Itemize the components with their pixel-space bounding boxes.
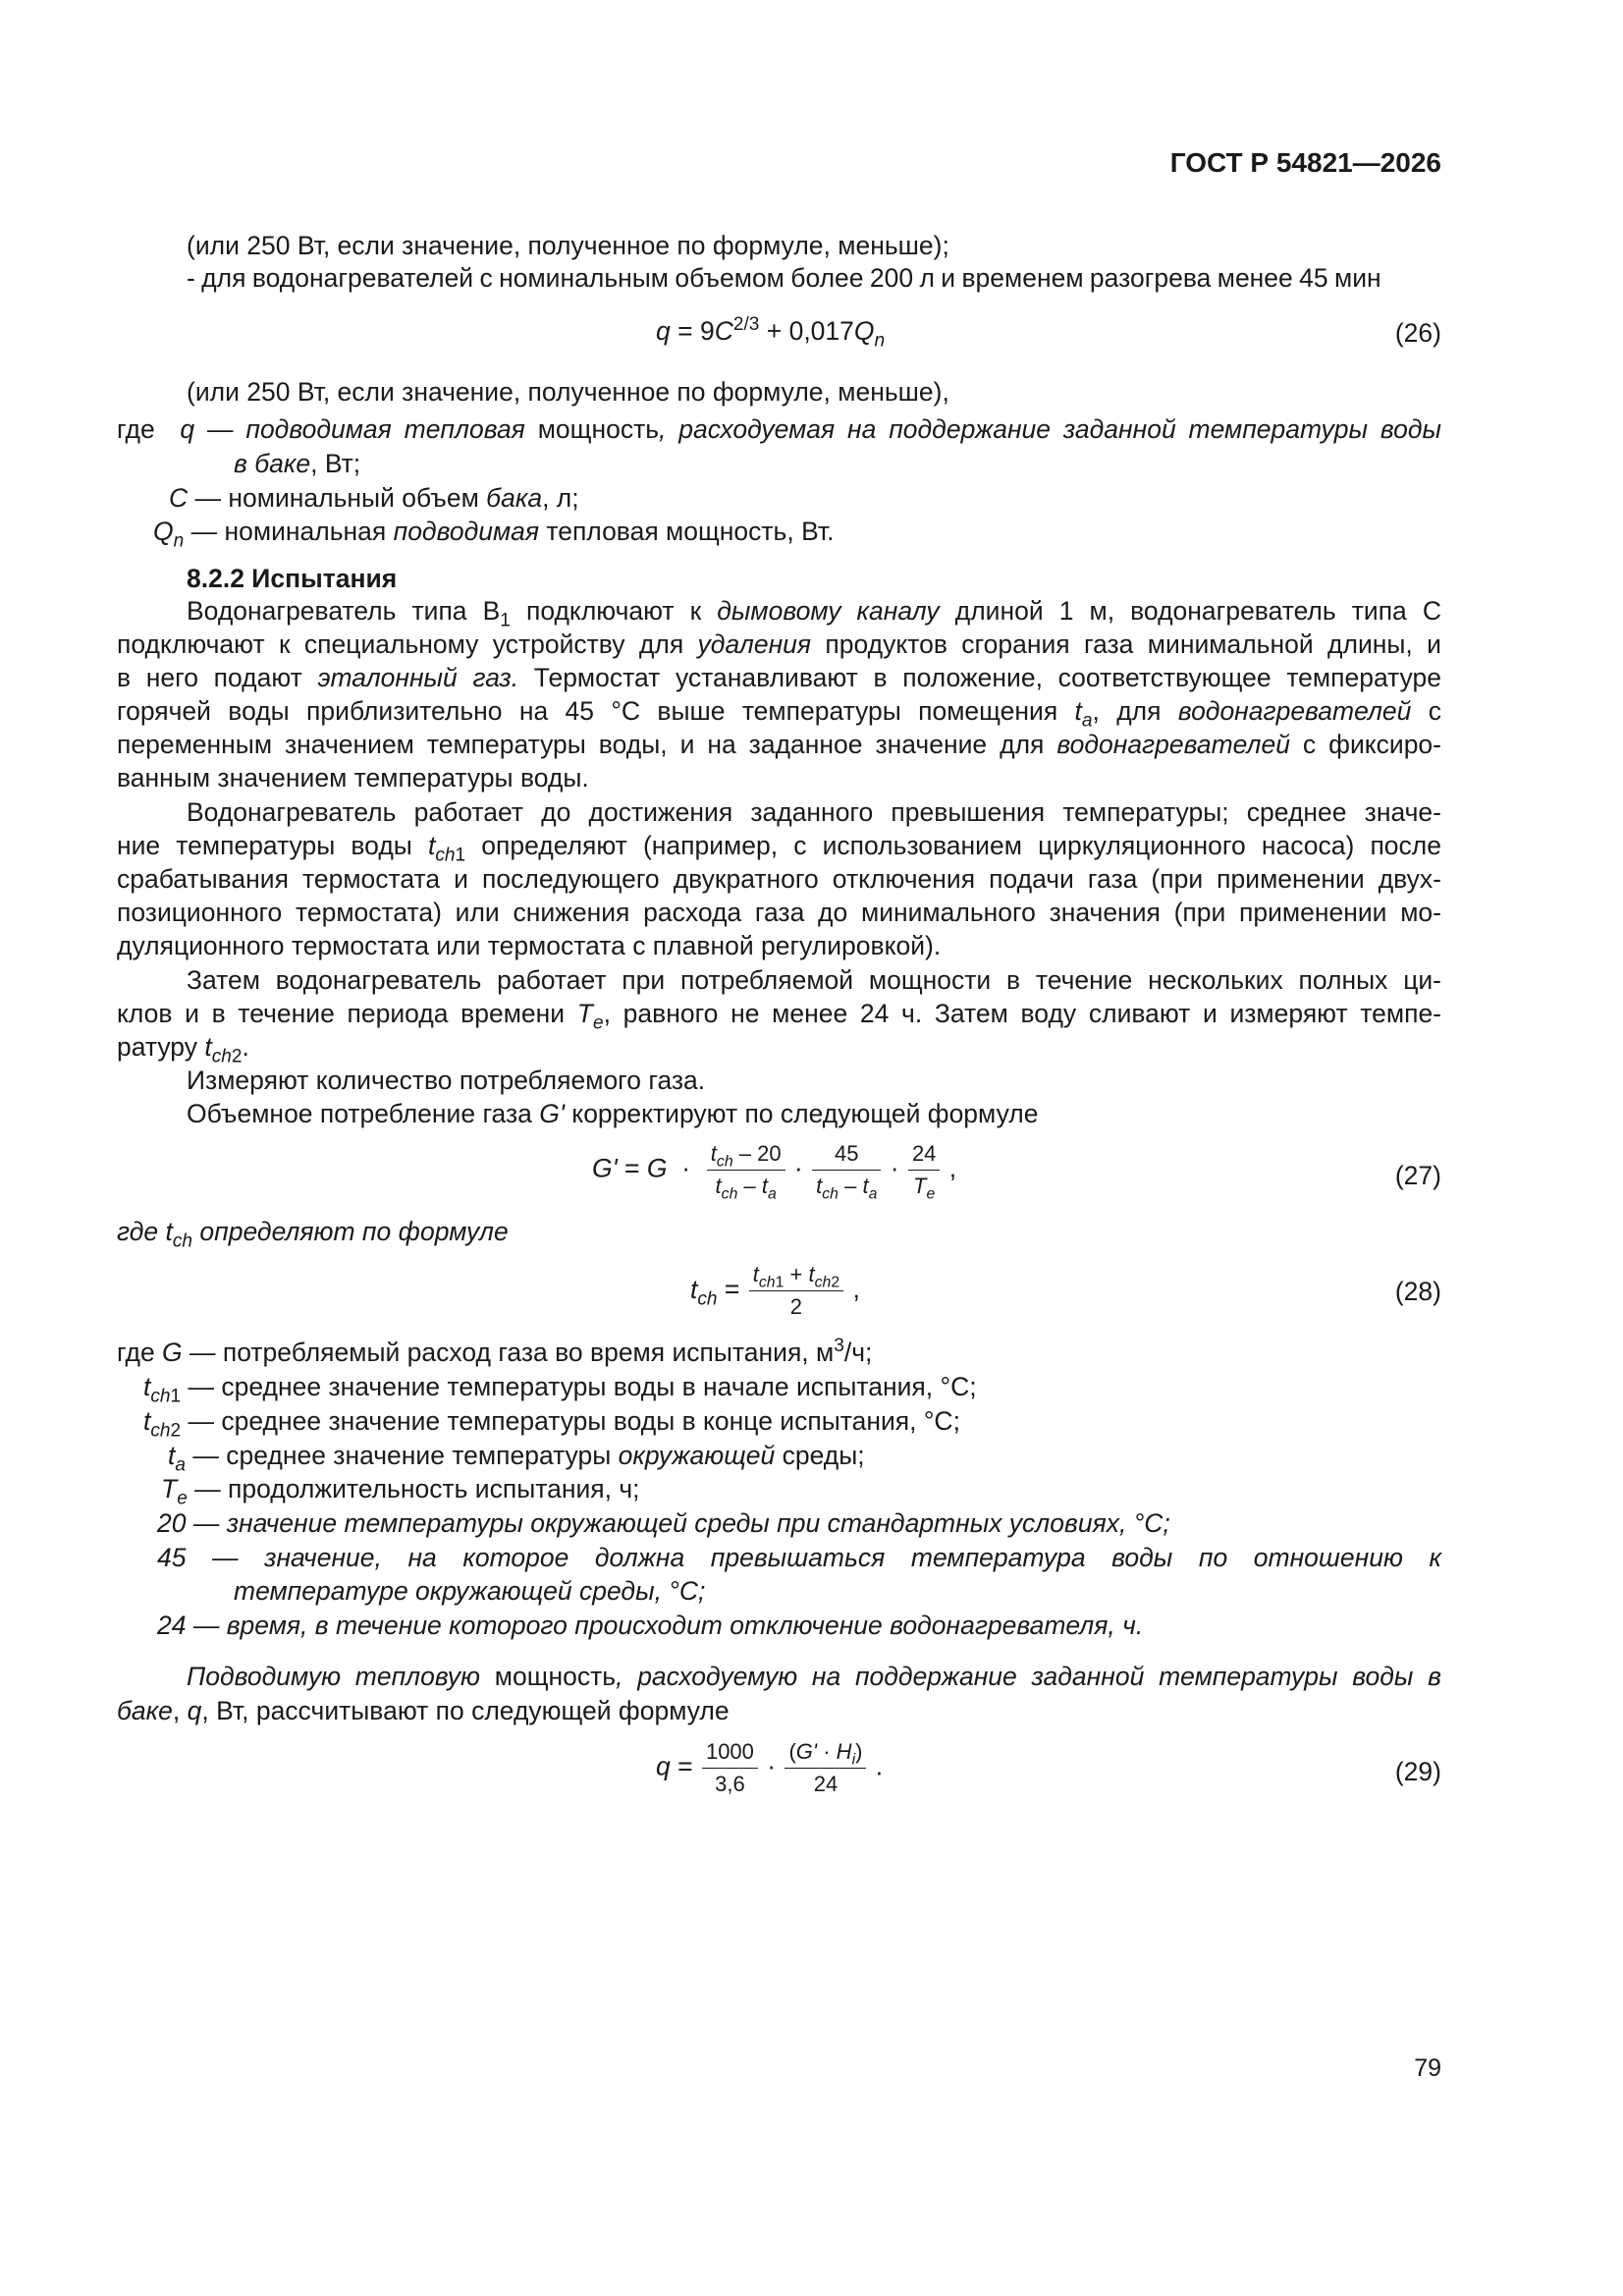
equation-27: G' = G · $\frac{t_{ch} - 20}{t_{ch} - t_a}$ · $\frac{45}{t_{ch} - t_a}$ · $\frac{24}{T_e}$ ,: [592, 1141, 957, 1203]
equation-29: q = $\frac{1000}{3,6}$ · $\frac{(G' \cdot H_i)}{24}$ .: [656, 1739, 884, 1796]
paragraph-line: подключают к специальному устройству для удаления продуктов сгорания газа минимальной длины, и: [117, 629, 1441, 659]
paragraph-line: Водонагреватель работает до достижения заданного превышения температуры; среднее значе-: [187, 797, 1441, 827]
paragraph-line: Объемное потребление газа G' корректируют по следующей формуле: [187, 1099, 1039, 1128]
paragraph-line: позиционного термостата) или снижения расхода газа до минимального значения (при применении мо-: [117, 898, 1441, 927]
definition-45-cont: температуре окружающей среды, °С;: [234, 1576, 706, 1606]
equation-number: (26): [1394, 318, 1441, 348]
paragraph-line: срабатывания термостата и последующего двукратного отключения подачи газа (при применении двух-: [117, 864, 1441, 894]
paragraph-line: клов и в течение периода времени $T_e$, равного не менее 24 ч. Затем воду сливают и измеряют темпе-: [117, 999, 1442, 1034]
definition-24: 24 — время, в течение которого происходит отключение водонагревателя, ч.: [157, 1611, 1144, 1640]
definition-45: 45 — значение, на которое должна превышаться температура воды по отношению к: [157, 1543, 1441, 1572]
text-line: (или 250 Вт, если значение, полученное по формуле, меньше),: [187, 377, 949, 407]
definition-te: $T_e$ — продолжительность испытания, ч;: [161, 1474, 640, 1509]
paragraph-line: дуляционного термостата или термостата с плавной регулировкой).: [117, 931, 942, 960]
definition-qn: $Q_n$ — номинальная подводимая тепловая мощность, Вт.: [153, 517, 835, 552]
definition-tch1: $t_{ch1}$ — среднее значение температуры воды в начале испытания, °С;: [143, 1372, 977, 1407]
definition-ta: $t_a$ — среднее значение температуры окружающей среды;: [168, 1441, 865, 1476]
paragraph-line: горячей воды приблизительно на 45 °С выше температуры помещения $t_a$, для водонагревателей с: [117, 696, 1441, 732]
definition-tch2: $t_{ch2}$ — среднее значение температуры воды в конце испытания, °С;: [143, 1406, 960, 1442]
paragraph-line: Затем водонагреватель работает при потребляемой мощности в течение нескольких полных ци-: [187, 965, 1441, 995]
equation-number: (28): [1394, 1277, 1441, 1306]
equation-number: (29): [1394, 1757, 1441, 1786]
paragraph-line: Измеряют количество потребляемого газа.: [187, 1066, 706, 1095]
paragraph-line: Подводимую тепловую мощность, расходуемую на поддержание заданной температуры воды в: [187, 1662, 1442, 1691]
text-line: (или 250 Вт, если значение, полученное по формуле, меньше);: [187, 231, 949, 260]
paragraph-line: в него подают эталонный газ. Термостат устанавливают в положение, соответствующее температуре: [117, 663, 1441, 692]
definition-c: С — номинальный объем бака, л;: [169, 483, 579, 513]
section-heading: 8.2.2 Испытания: [187, 564, 398, 593]
page-number: 79: [1414, 2054, 1441, 2082]
definition-20: 20 — значение температуры окружающей среды при стандартных условиях, °С;: [157, 1508, 1170, 1538]
equation-number: (27): [1394, 1161, 1441, 1190]
equation-28: $t_{ch}$ = $\frac{t_{ch1} + t_{ch2}}{2}$ ,: [690, 1262, 860, 1319]
paragraph-line: где $t_{ch}$ определяют по формуле: [117, 1217, 509, 1252]
paragraph-line: переменным значением температуры воды, и на заданное значение для водонагревателей с фиксиро-: [117, 730, 1441, 759]
text-line: - для водонагревателей с номинальным объемом более 200 л и временем разогрева менее 45 мин: [187, 263, 1381, 293]
definition-q-cont: в баке, Вт;: [234, 449, 361, 478]
paragraph-line: ванным значением температуры воды.: [117, 763, 589, 793]
paragraph-line: Водонагреватель типа $В_1$ подключают к дымовому каналу длиной 1 м, водонагреватель типа С: [187, 596, 1441, 631]
equation-26: $q = 9C^{2/3} + 0,017Q_n$: [656, 314, 886, 352]
definition-g: где G — потребляемый расход газа во время испытания, $м^3/ч$;: [117, 1336, 873, 1367]
definition-q: где q — подводимая тепловая мощность, расходуемая на поддержание заданной температуры воды: [117, 414, 1441, 444]
paragraph-line: ратуру $t_{ch2}$.: [117, 1032, 249, 1067]
document-header: ГОСТ Р 54821—2026: [1169, 147, 1441, 178]
paragraph-line: баке, q, Вт, рассчитывают по следующей формуле: [117, 1696, 730, 1725]
paragraph-line: ние температуры воды $t_{ch1}$ определяют (например, с использованием циркуляционного насоса) после: [117, 831, 1441, 866]
